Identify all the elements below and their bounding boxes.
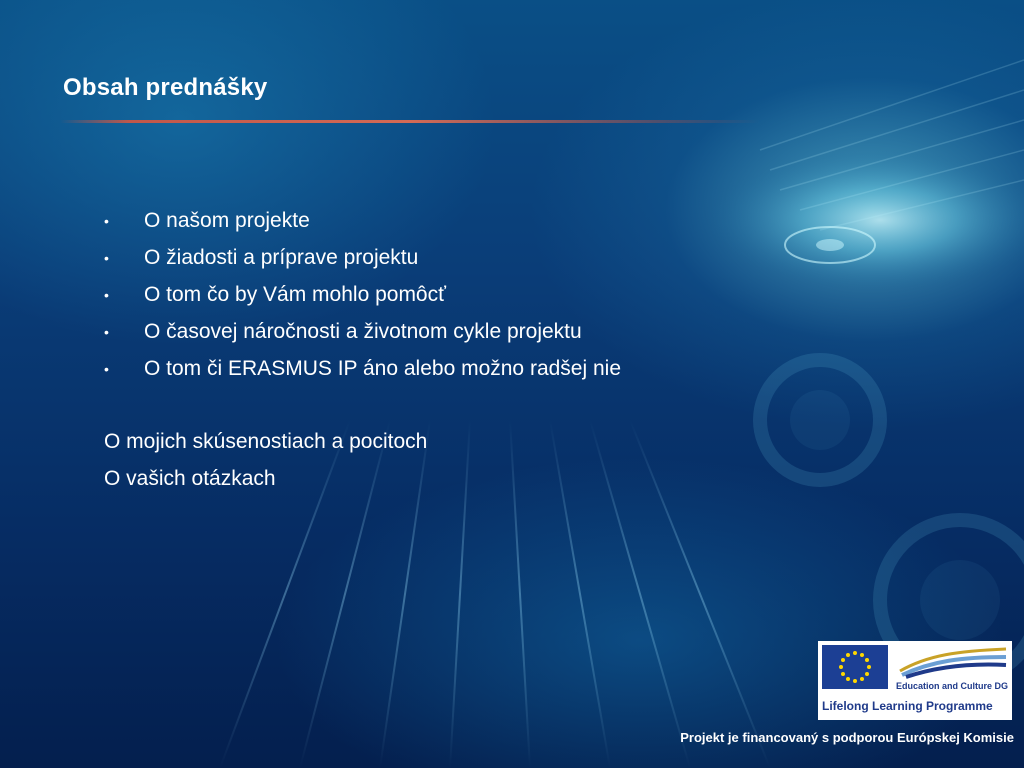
bullet-item xyxy=(104,317,621,354)
bullet-dot-icon: • xyxy=(104,324,109,340)
bullet-item xyxy=(104,280,621,317)
bullet-list xyxy=(104,206,621,391)
slide-title: Obsah prednášky xyxy=(63,74,268,101)
bullet-item xyxy=(104,243,621,280)
plain-text-line: O vašich otázkach xyxy=(104,467,276,490)
bullet-dot-icon: • xyxy=(104,213,109,229)
plain-text-line: O mojich skúsenostiach a pocitoch xyxy=(104,430,428,453)
bullet-item-text: O tom čo by Vám mohlo pomôcť xyxy=(144,283,446,306)
bullet-item xyxy=(104,206,621,243)
bullet-item-text: O našom projekte xyxy=(144,209,310,232)
eu-flag-icon xyxy=(822,645,888,689)
footer-funding-note: Projekt je financovaný s podporou Európskej Komisie xyxy=(680,730,1014,745)
plain-text-block xyxy=(104,427,427,501)
logo-programme-label: Lifelong Learning Programme xyxy=(822,699,993,713)
lifelong-learning-logo xyxy=(818,641,1012,720)
bullet-item-text: O žiadosti a príprave projektu xyxy=(144,246,419,269)
llp-swoosh-icon xyxy=(898,645,1008,679)
bullet-item xyxy=(104,354,621,391)
logo-dg-label: Education and Culture DG xyxy=(895,681,1008,691)
bullet-item-text: O tom či ERASMUS IP áno alebo možno radšej nie xyxy=(144,357,622,380)
bullet-item-text: O časovej náročnosti a životnom cykle projektu xyxy=(144,320,582,343)
title-underline-divider xyxy=(60,120,760,123)
bullet-dot-icon: • xyxy=(104,250,109,266)
bullet-dot-icon: • xyxy=(104,287,109,303)
bullet-dot-icon: • xyxy=(104,361,109,377)
